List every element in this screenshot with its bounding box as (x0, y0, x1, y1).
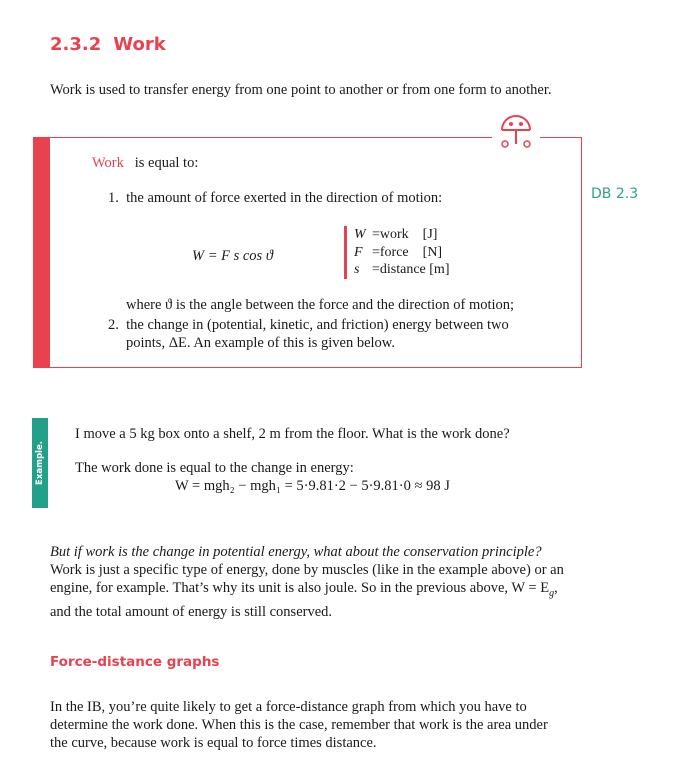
section-number: 2.3.2 (50, 34, 102, 55)
definition-term-suffix: is equal to: (134, 155, 199, 171)
definition-heading (92, 155, 198, 172)
section-title-text: Work (113, 34, 166, 55)
example-question: I move a 5 kg box onto a shelf, 2 m from the floor. What is the work done? (75, 426, 510, 442)
intro-paragraph: Work is used to transfer energy from one point to another or from one form to another. (50, 82, 552, 98)
conservation-paragraph (50, 543, 590, 621)
paragraph-line: and the total amount of energy is still conserved. (50, 603, 333, 620)
work-formula: W = F s cos ϑ (192, 248, 273, 264)
definition-person-icon (492, 104, 540, 152)
subsection-title: Force-distance graphs (50, 654, 220, 670)
example-answer-intro: The work done is equal to the change in energy: (75, 460, 354, 476)
definition-term: Work (92, 155, 124, 171)
paragraph-line: engine, for example. That’s why its unit is also joule. So in the previous above, $W = E_g$, (50, 580, 558, 599)
example-answer-equation: W = mgh₂ − mgh₁ = 5·9.81·2 − 5·9.81·0 ≈ 98 J (175, 478, 450, 494)
force-distance-paragraph (50, 698, 548, 752)
paragraph-line: But if work is the change in potential energy, what about the conservation principle? (50, 544, 542, 560)
paragraph-line: the curve, because work is equal to force times distance. (50, 735, 377, 751)
legend-row-force: F =force [N] (354, 244, 443, 260)
db-reference-label: DB 2.3 (591, 186, 639, 202)
paragraph-line: In the IB, you’re quite likely to get a force-distance graph from which you have to (50, 699, 527, 715)
paragraph-line: Work is just a specific type of energy, done by muscles (like in the example above) or an (50, 562, 564, 578)
formula-legend (344, 226, 449, 279)
section-title (50, 34, 166, 55)
example-label: Example. (35, 441, 45, 485)
definition-item-1 (108, 190, 442, 207)
list-marker: 1. (108, 190, 119, 206)
list-marker: 2. (108, 317, 119, 333)
definition-accent-bar (34, 138, 50, 367)
paragraph-line: determine the work done. When this is the case, remember that work is the area under (50, 717, 548, 733)
legend-row-distance: s =distance [m] (354, 262, 450, 277)
list-item-text: the amount of force exerted in the direction of motion: (126, 190, 443, 206)
list-item-text: the change in (potential, kinetic, and friction) energy between two (126, 317, 509, 333)
legend-row-work: W =work [J] (354, 227, 438, 242)
definition-item-2 (108, 316, 548, 352)
list-item-continuation: points, ΔE. An example of this is given below. (126, 335, 395, 351)
angle-note: where ϑ is the angle between the force and the direction of motion; (126, 297, 515, 313)
